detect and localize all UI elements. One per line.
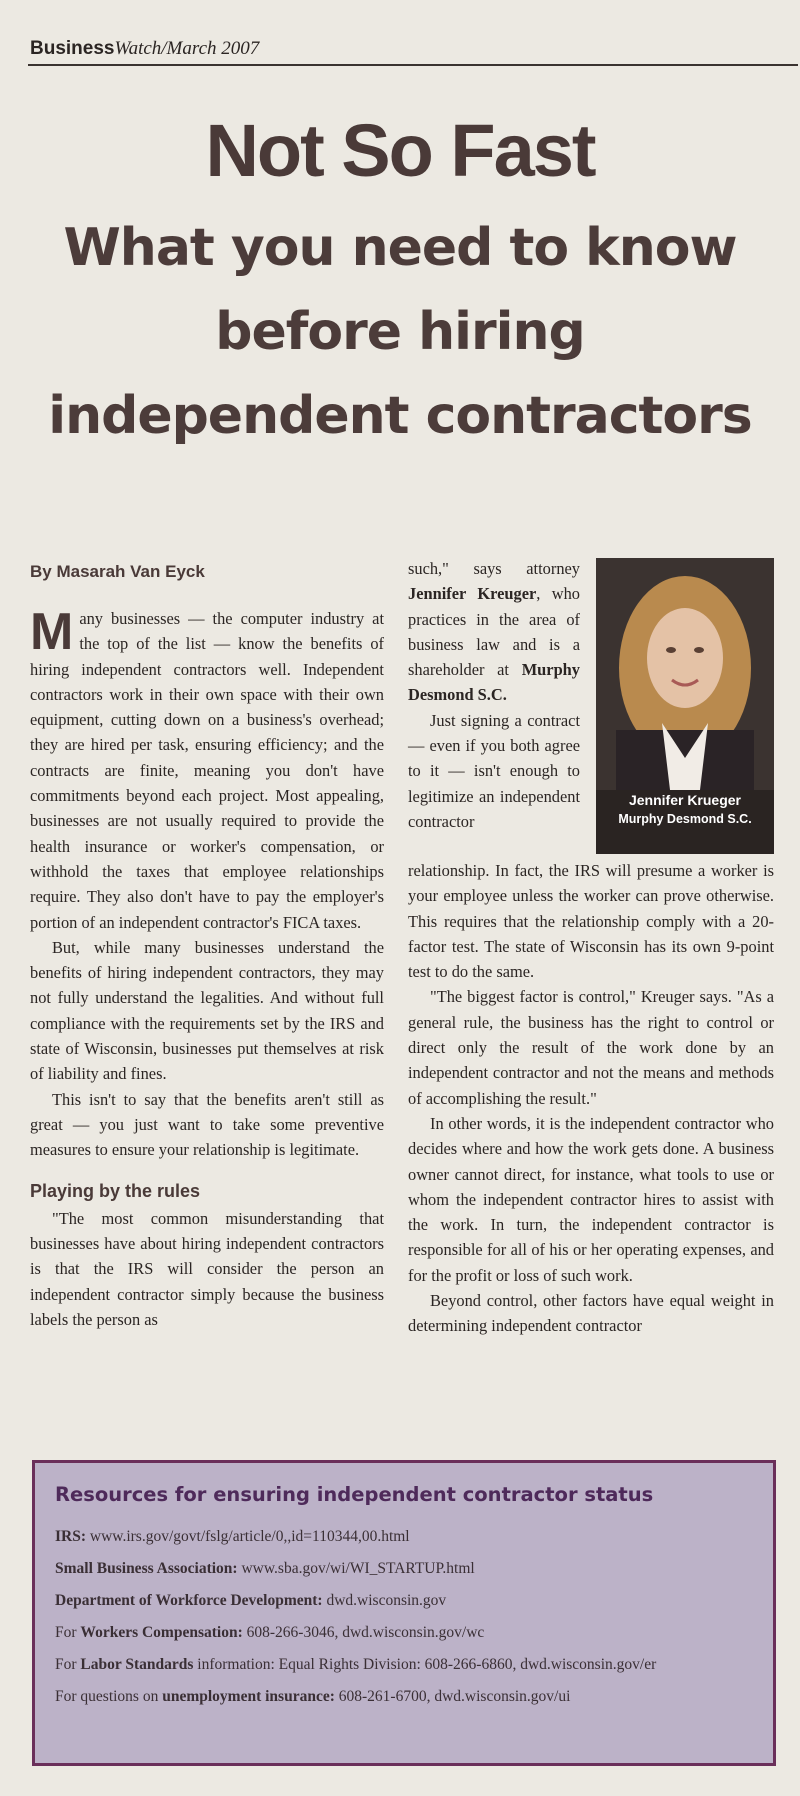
article-paragraph: But, while many businesses understand the benefits of hiring independent contractors, they may not fully understand the legalities. And without full compliance with the requirements set by the IRS and state of Wisconsin, businesses put themselves at risk of liability and fines. — [30, 937, 384, 1084]
byline: By Masarah Van Eyck — [30, 562, 205, 581]
resources-box — [32, 1460, 776, 1766]
caption-name: Jennifer Krueger — [628, 792, 742, 808]
resource-label: Labor Standards — [80, 1656, 194, 1673]
resource-label: unemployment insurance: — [162, 1688, 335, 1705]
drop-cap: M — [30, 603, 74, 661]
resource-text: information: Equal Rights Division: 608-266-6860, dwd.wisconsin.gov/er — [193, 1656, 657, 1673]
masthead-watch: Watch — [114, 38, 162, 59]
resource-item — [55, 1623, 755, 1643]
resource-text: dwd.wisconsin.gov — [322, 1592, 447, 1609]
photo-caption — [596, 790, 774, 828]
article-paragraph: This isn't to say that the benefits aren't still as great — you just want to take some preventive measures to ensure your relationship is legitimate. — [30, 1089, 384, 1160]
headline-title: Not So Fast — [205, 109, 595, 192]
article-paragraph: "The biggest factor is control," Kreuger says. "As a general rule, the business has the right to control or direct only the result of the work done by an independent contractor and not the means and methods of accomplishing the result." — [408, 987, 774, 1108]
headline-subtitle-line-1: What you need to know — [63, 218, 737, 278]
resources-title: Resources for ensuring independent contractor status — [55, 1483, 654, 1506]
article-paragraph: "The most common misunderstanding that businesses have about hiring independent contractors is that the IRS will consider the person an independent contractor simply because the business labels the person as — [30, 1208, 384, 1330]
firm-name: Murphy Desmond S.C. — [408, 660, 580, 705]
masthead-publication: Business — [30, 38, 115, 59]
portrait-icon — [596, 558, 774, 790]
resource-prefix: For questions on — [55, 1688, 163, 1705]
paragraph-text: any businesses — the computer industry at the top of the list — know the benefits of hiring independent contractors well. Independent contractors work in their own space with their own equipment, cutting down on a business's overhead; they are hired per task, ensuring efficiency; and the contracts are finite, meaning you don't have commitments beyond each project. Most appealing, businesses are not usually required to provide the health insurance or worker's compensation, or withhold the taxes that employee relationships require. They also don't have to pay the employer's portion of an independent contractor's FICA taxes. — [30, 609, 384, 932]
resource-prefix: For — [55, 1624, 81, 1641]
resource-text: www.irs.gov/govt/fslg/article/0,,id=110344,00.html — [86, 1528, 410, 1545]
article-column-right-wide — [408, 858, 774, 1339]
resource-text: 608-261-6700, dwd.wisconsin.gov/ui — [334, 1688, 571, 1705]
resource-item — [55, 1527, 755, 1547]
resource-item — [55, 1591, 755, 1611]
article-paragraph — [408, 556, 580, 708]
section-subhead: Playing by the rules — [30, 1180, 201, 1201]
attorney-name: Jennifer Kreuger — [408, 584, 537, 604]
article-column-right-narrow — [408, 556, 580, 834]
resources-list — [55, 1527, 755, 1719]
caption-company: Murphy Desmond S.C. — [618, 812, 752, 826]
resource-label: Small Business Association: — [55, 1560, 238, 1577]
article-paragraph: relationship. In fact, the IRS will presume a worker is your employee unless the worker can prove otherwise. This requires that the relationship comply with a 20-factor test. The state of Wisconsin has its own 9-point test to do the same. — [408, 861, 774, 982]
resource-item — [55, 1687, 755, 1707]
masthead — [30, 38, 259, 60]
article-paragraph: Just signing a contract — even if you both agree to it — isn't enough to legitimize an independent contractor — [408, 710, 580, 831]
paragraph-text: , who practices in the area of business law and is a shareholder at — [408, 584, 580, 680]
article-paragraph — [30, 603, 384, 935]
headline-subtitle-line-3: independent contractors — [48, 386, 752, 446]
resource-item — [55, 1655, 755, 1675]
resource-prefix: For — [55, 1656, 81, 1673]
paragraph-text: such," says attorney — [408, 559, 580, 578]
article-column-left — [30, 603, 384, 1332]
headline-subtitle-line-2: before hiring — [215, 302, 585, 362]
resource-label: IRS: — [55, 1528, 87, 1545]
resource-label: Workers Compensation: — [80, 1624, 243, 1641]
article-paragraph: In other words, it is the independent contractor who decides where and how the work gets done. A business owner cannot direct, for instance, what tools to use or whom the independent contractor hires to assist with the work. In turn, the independent contractor is responsible for all of his or her operating expenses, and for the profit or loss of such work. — [408, 1113, 774, 1285]
attorney-photo — [596, 558, 774, 854]
resource-item — [55, 1559, 755, 1579]
resource-text: www.sba.gov/wi/WI_STARTUP.html — [237, 1560, 475, 1577]
article-paragraph: Beyond control, other factors have equal weight in determining independent contractor — [408, 1291, 774, 1336]
resource-text: 608-266-3046, dwd.wisconsin.gov/wc — [242, 1624, 485, 1641]
masthead-rule — [28, 64, 798, 66]
resource-label: Department of Workforce Development: — [55, 1592, 323, 1609]
masthead-issue: /March 2007 — [161, 38, 260, 59]
